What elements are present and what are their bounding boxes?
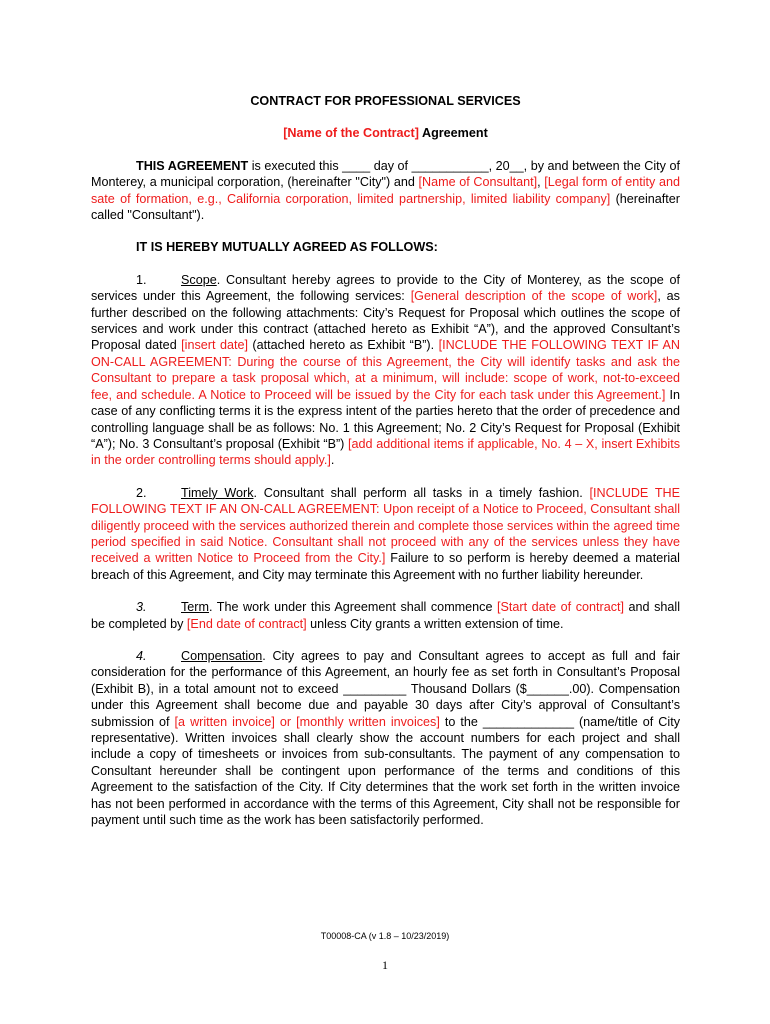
on-call-placeholder: [INCLUDE THE FOLLOWING TEXT IF AN ON-CALL AGREEMENT: Upon receipt of a Notice to Proceed, Consultant shall diligently proceed with the services authorized therein and complete those services within the agreed time period specified in said Notice. Consultant shall not proceed with any of the services unless they have received a written Notice to Proceed from the City.]	[91, 485, 681, 566]
invoice-placeholder: [a written invoice] or [monthly written invoices]	[174, 714, 440, 729]
intro-paragraph	[91, 158, 680, 224]
additional-items-placeholder: [add additional items if applicable, No. 4 – X, insert Exhibits in the order controlling terms should apply.]	[91, 436, 680, 468]
document-body	[91, 93, 680, 828]
intro-text: ,	[537, 175, 545, 190]
section-number: 3.	[136, 600, 147, 615]
section-scope	[91, 272, 680, 469]
section-term	[91, 599, 680, 632]
agreement-name-suffix: Agreement	[418, 126, 488, 141]
section-compensation	[91, 648, 680, 828]
contract-title: CONTRACT FOR PROFESSIONAL SERVICES	[250, 94, 521, 108]
section-text: In case of any conflicting terms it is the express intent of the parties hereto that the order of precedence and controlling language shall be as follows: No. 1 this Agreement; No. 2 City’s Request for Proposal (Exhibit “A”); No. 3 Consultant’s proposal (Exhibit “B”)	[91, 387, 680, 451]
section-text: , as further described on the following attachments: City’s Request for Proposal which outlines the scope of services and work under this contract (attached hereto as Exhibit “A”), and the approved Consultant’s Proposal dated	[91, 289, 680, 353]
section-text: . City agrees to pay and Consultant agrees to accept as full and fair consideration for the performance of this Agreement, an hourly fee as set forth in Consultant’s Proposal (Exhibit B), in a total amount not to exceed _________ Thousand Dollars ($______.00). Compensation under this Agreement shall become due and payable 30 days after City’s approval of Consultant’s submission of	[91, 648, 680, 729]
section-heading: Compensation	[181, 648, 263, 663]
consultant-name-placeholder: [Name of Consultant]	[418, 175, 538, 190]
agreement-name-placeholder: [Name of the Contract]	[283, 126, 419, 141]
section-heading: Scope	[181, 272, 217, 287]
on-call-placeholder: [INCLUDE THE FOLLOWING TEXT IF AN ON-CALL AGREEMENT: During the course of this Agreement, the City will identify tasks and ask the Consultant to prepare a task proposal which, at a minimum, will include: scope of work, not-to-exceed fee, and schedule. A Notice to Proceed will be issued by the City for each task under this Agreement.]	[91, 338, 680, 402]
section-text: . Consultant shall perform all tasks in a timely fashion.	[253, 485, 590, 500]
agreement-name	[91, 125, 680, 141]
section-text: . Consultant hereby agrees to provide to the City of Monterey, as the scope of services under this Agreement, the following services:	[91, 272, 680, 304]
end-date-placeholder: [End date of contract]	[186, 616, 307, 631]
section-number: 2.	[136, 485, 147, 500]
page-number: 1	[382, 958, 388, 972]
intro-lead: THIS AGREEMENT	[136, 158, 249, 173]
section-text: .	[330, 453, 335, 468]
mutual-agreement-heading: IT IS HEREBY MUTUALLY AGREED AS FOLLOWS:	[136, 240, 438, 255]
section-heading: Timely Work	[181, 485, 254, 500]
start-date-placeholder: [Start date of contract]	[497, 600, 625, 615]
section-text: . The work under this Agreement shall commence	[209, 600, 498, 615]
section-text: to the _____________ (name/title of City representative). Written invoices shall clearly show the account numbers for each project and shall include a copy of timesheets or invoices from sub-consultants. The payment of any compensation to Consultant hereunder shall be contingent upon performance of the terms and conditions of this Agreement to the satisfaction of the City. If City determines that the work set forth in the written invoice has not been performed in accordance with the terms of this Agreement, City shall not be responsible for payment until such time as the work has been satisfactorily performed.	[91, 714, 680, 828]
document-version-footer: T00008-CA (v 1.8 – 10/23/2019)	[320, 931, 450, 941]
section-timely-work	[91, 485, 680, 583]
section-text: and shall be completed by	[91, 600, 680, 631]
section-number: 1.	[136, 272, 147, 287]
legal-form-placeholder: [Legal form of entity and sate of formation, e.g., California corporation, limited partnership, limited liability company]	[91, 175, 680, 206]
section-heading: Term	[181, 600, 209, 615]
section-text: unless City grants a written extension of time.	[306, 616, 564, 631]
date-placeholder: [insert date]	[181, 338, 248, 353]
scope-placeholder: [General description of the scope of work]	[410, 289, 658, 304]
section-number: 4.	[136, 648, 147, 663]
intro-text: (hereinafter called "Consultant").	[91, 191, 680, 223]
section-text: Failure to so perform is hereby deemed a material breach of this Agreement, and City may terminate this Agreement with no further liability hereunder.	[91, 551, 680, 582]
intro-text: is executed this ____ day of ___________, 20__, by and between the City of Monterey, a municipal corporation, (hereinafter "City") and	[91, 158, 680, 190]
section-text: (attached hereto as Exhibit “B”).	[247, 338, 439, 353]
